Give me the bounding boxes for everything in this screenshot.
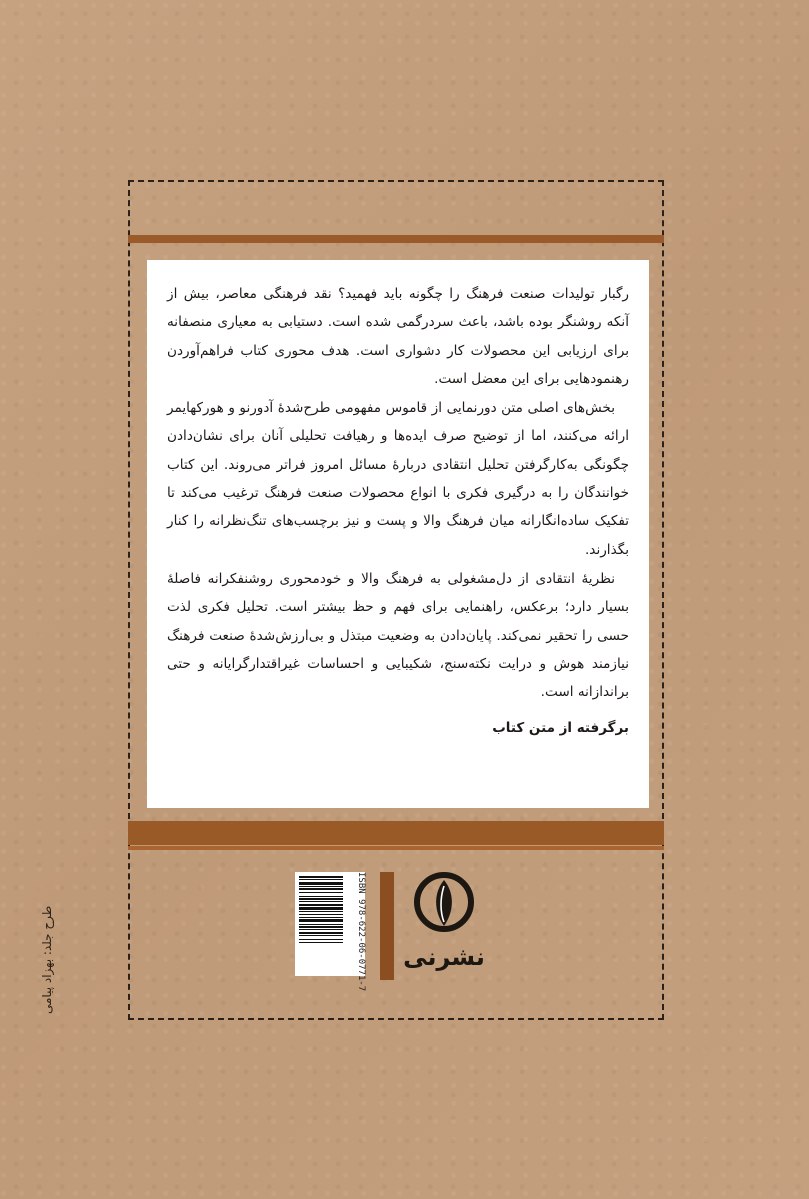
barcode-bar xyxy=(299,898,343,900)
blurb-paragraph-2: بخش‌های اصلی متن دورنمایی از قاموس مفهومی طرح‌شدهٔ آدورنو و هورکهایمر ارائه می‌کنند، اما از توضیح صرف ایده‌ها و رهیافت تحلیلی آنان برای نشان‌دادن چگونگی به‌کارگرفتن تحلیل انتقادی دربارهٔ مسائل امروز فراتر می‌روند. این کتاب خوانندگان را به درگیری فکری با انواع محصولات صنعت فرهنگ ترغیب می‌کند تا تفکیک ساده‌انگارانه میان فرهنگ والا و پست و نیز برچسب‌های تنگ‌نظرانه را کنار بگذارند. xyxy=(167,400,629,558)
barcode-bar xyxy=(299,932,343,934)
publisher-seed-logo-icon xyxy=(412,870,476,934)
barcode-bar xyxy=(299,924,343,925)
top-band xyxy=(128,235,664,243)
barcode-bar xyxy=(299,876,343,878)
barcode-bar xyxy=(299,907,343,910)
barcode-bar xyxy=(299,926,343,928)
barcode-bar xyxy=(299,882,343,885)
blurb-paragraph-1: رگبار تولیدات صنعت فرهنگ را چگونه باید فهمید؟ نقد فرهنگی معاصر، بیش از آنکه روشنگر بوده باشد، باعث سردرگمی شده است. دستیابی به معیاری منصفانه برای ارزیابی این محصولات کار دشواری است. هدف محوری کتاب فراهم‌آوردن رهنمودهایی برای این معضل است. xyxy=(167,286,629,387)
bottom-band xyxy=(128,821,664,845)
designer-credit: طرح جلد: بهزاد پیامی xyxy=(40,905,54,1015)
publisher-name: نشرنی xyxy=(403,943,485,971)
barcode-bar xyxy=(299,879,343,880)
barcode-bar xyxy=(299,919,343,922)
barcode-bar xyxy=(299,901,343,902)
barcode-bars xyxy=(295,872,353,976)
barcode-bar xyxy=(299,911,343,912)
barcode-bar xyxy=(299,914,343,915)
logo-divider xyxy=(380,872,394,980)
blurb-source: برگرفته از متن کتاب xyxy=(492,720,629,737)
blurb-box xyxy=(147,260,649,808)
barcode-bar xyxy=(299,904,343,906)
barcode-bar xyxy=(299,929,343,930)
barcode-bar xyxy=(299,917,343,918)
barcode-bar xyxy=(299,886,343,887)
barcode-bar xyxy=(299,896,343,897)
barcode-bar xyxy=(299,892,343,893)
barcode-bar xyxy=(299,939,343,940)
barcode-bar xyxy=(299,888,343,890)
isbn-label: ISBN 978-622-06-0771-7 xyxy=(356,872,366,992)
blurb-paragraph-3: نظریهٔ انتقادی از دل‌مشغولی به فرهنگ والا و خودمحوری روشنفکرانه فاصلهٔ بسیار دارد؛ برعکس، راهنمایی برای فهم و حظ بیشتر است. تحلیل فکری لذت حسی را تحقیر نمی‌کند. پایان‌دادن به وضعیت مبتذل و بی‌ارزش‌شدهٔ صنعت فرهنگ نیازمند هوش و درایت نکته‌سنج، شکیبایی و احساسات غیراقتدارگرایانه و حتی براندازانه است. xyxy=(167,570,629,701)
barcode-bar xyxy=(299,942,343,943)
barcode-bar xyxy=(299,935,343,936)
